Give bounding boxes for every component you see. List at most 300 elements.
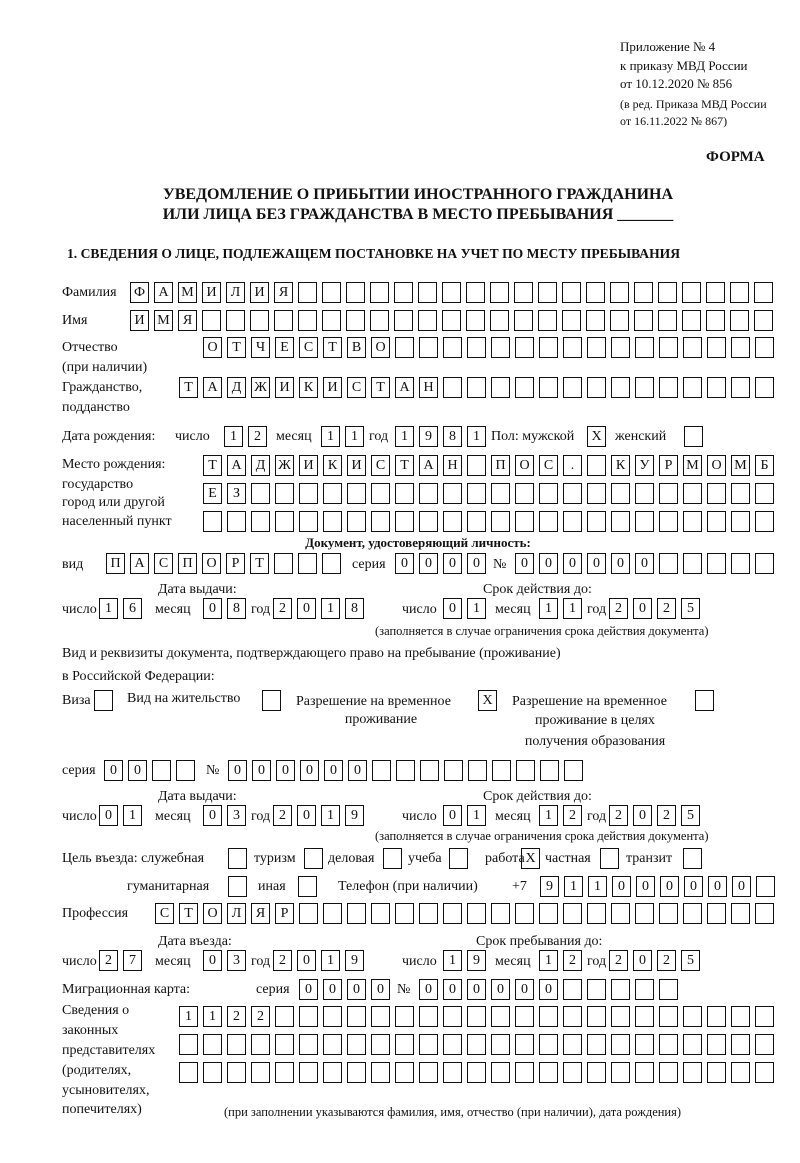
char-cell[interactable]	[372, 760, 391, 781]
char-cell[interactable]	[251, 1062, 270, 1083]
checkbox-cell[interactable]	[228, 848, 247, 869]
purpose-study-checkbox[interactable]	[449, 848, 473, 870]
char-cell[interactable]	[395, 1034, 414, 1055]
char-cell[interactable]: 1	[467, 598, 486, 619]
char-cell[interactable]: 0	[323, 979, 342, 1000]
char-cell[interactable]	[755, 903, 774, 924]
char-cell[interactable]: 0	[633, 598, 652, 619]
birth-month-field[interactable]	[321, 426, 369, 448]
char-cell[interactable]	[731, 483, 750, 504]
surname-field[interactable]	[130, 282, 778, 304]
checkbox-cell[interactable]	[94, 690, 113, 711]
char-cell[interactable]: 2	[563, 805, 582, 826]
char-cell[interactable]	[730, 282, 749, 303]
char-cell[interactable]	[419, 337, 438, 358]
char-cell[interactable]: Т	[227, 337, 246, 358]
char-cell[interactable]	[515, 1034, 534, 1055]
char-cell[interactable]: 0	[276, 760, 295, 781]
char-cell[interactable]: 2	[609, 950, 628, 971]
char-cell[interactable]: 0	[300, 760, 319, 781]
char-cell[interactable]	[659, 979, 678, 1000]
char-cell[interactable]: 0	[203, 805, 222, 826]
char-cell[interactable]: 0	[636, 876, 655, 897]
char-cell[interactable]: 0	[252, 760, 271, 781]
phone-field[interactable]	[540, 876, 780, 898]
char-cell[interactable]	[635, 1034, 654, 1055]
permit-issue-month[interactable]	[203, 805, 251, 827]
char-cell[interactable]: С	[347, 377, 366, 398]
char-cell[interactable]	[299, 511, 318, 532]
char-cell[interactable]	[250, 310, 269, 331]
char-cell[interactable]	[611, 903, 630, 924]
char-cell[interactable]	[443, 1006, 462, 1027]
char-cell[interactable]: 2	[273, 805, 292, 826]
char-cell[interactable]	[298, 310, 317, 331]
stay-until-year[interactable]	[609, 950, 705, 972]
char-cell[interactable]	[467, 1062, 486, 1083]
char-cell[interactable]: 1	[179, 1006, 198, 1027]
char-cell[interactable]: 0	[467, 553, 486, 574]
char-cell[interactable]: 0	[348, 760, 367, 781]
char-cell[interactable]	[707, 377, 726, 398]
char-cell[interactable]: 0	[203, 598, 222, 619]
char-cell[interactable]: 1	[321, 598, 340, 619]
char-cell[interactable]: Т	[250, 553, 269, 574]
char-cell[interactable]	[467, 1034, 486, 1055]
char-cell[interactable]	[683, 1006, 702, 1027]
char-cell[interactable]	[227, 1034, 246, 1055]
checkbox-cell[interactable]	[683, 848, 702, 869]
permit-valid-month[interactable]	[539, 805, 587, 827]
sex-male-checkbox[interactable]	[587, 426, 611, 448]
char-cell[interactable]	[490, 310, 509, 331]
char-cell[interactable]: У	[635, 455, 654, 476]
name-field[interactable]	[130, 310, 778, 332]
char-cell[interactable]	[611, 1034, 630, 1055]
char-cell[interactable]	[587, 1062, 606, 1083]
char-cell[interactable]	[467, 377, 486, 398]
char-cell[interactable]: И	[202, 282, 221, 303]
char-cell[interactable]: 0	[99, 805, 118, 826]
char-cell[interactable]	[707, 483, 726, 504]
char-cell[interactable]	[275, 1062, 294, 1083]
char-cell[interactable]: 1	[99, 598, 118, 619]
char-cell[interactable]: Б	[755, 455, 774, 476]
char-cell[interactable]	[444, 760, 463, 781]
char-cell[interactable]	[683, 553, 702, 574]
doc-valid-month[interactable]	[539, 598, 587, 620]
char-cell[interactable]	[635, 483, 654, 504]
char-cell[interactable]	[635, 1062, 654, 1083]
char-cell[interactable]	[611, 979, 630, 1000]
char-cell[interactable]	[371, 1006, 390, 1027]
char-cell[interactable]: М	[178, 282, 197, 303]
char-cell[interactable]: Н	[443, 455, 462, 476]
char-cell[interactable]: 0	[732, 876, 751, 897]
char-cell[interactable]	[682, 282, 701, 303]
char-cell[interactable]	[539, 377, 558, 398]
char-cell[interactable]: 2	[609, 598, 628, 619]
char-cell[interactable]: 5	[681, 598, 700, 619]
char-cell[interactable]	[562, 282, 581, 303]
char-cell[interactable]	[707, 1034, 726, 1055]
char-cell[interactable]: Т	[203, 455, 222, 476]
char-cell[interactable]: Ф	[130, 282, 149, 303]
char-cell[interactable]	[707, 511, 726, 532]
char-cell[interactable]	[635, 377, 654, 398]
char-cell[interactable]	[659, 511, 678, 532]
char-cell[interactable]: П	[178, 553, 197, 574]
char-cell[interactable]: Р	[226, 553, 245, 574]
char-cell[interactable]: О	[515, 455, 534, 476]
purpose-work-checkbox[interactable]	[521, 848, 545, 870]
char-cell[interactable]: 0	[419, 553, 438, 574]
char-cell[interactable]: 2	[273, 598, 292, 619]
char-cell[interactable]	[419, 1034, 438, 1055]
char-cell[interactable]	[731, 1062, 750, 1083]
char-cell[interactable]: 0	[297, 805, 316, 826]
char-cell[interactable]: И	[275, 377, 294, 398]
char-cell[interactable]	[659, 1006, 678, 1027]
char-cell[interactable]: 1	[539, 598, 558, 619]
char-cell[interactable]	[443, 337, 462, 358]
char-cell[interactable]	[275, 1006, 294, 1027]
stay-until-month[interactable]	[539, 950, 587, 972]
char-cell[interactable]	[179, 1062, 198, 1083]
char-cell[interactable]: О	[202, 553, 221, 574]
checkbox-cell[interactable]: X	[521, 848, 540, 869]
checkbox-cell[interactable]	[695, 690, 714, 711]
doc-type-field[interactable]	[106, 553, 346, 575]
citizenship-field[interactable]	[179, 377, 779, 399]
char-cell[interactable]	[587, 903, 606, 924]
char-cell[interactable]: Ж	[275, 455, 294, 476]
char-cell[interactable]	[515, 377, 534, 398]
char-cell[interactable]	[755, 511, 774, 532]
char-cell[interactable]: 6	[123, 598, 142, 619]
doc-valid-day[interactable]	[443, 598, 491, 620]
char-cell[interactable]	[275, 511, 294, 532]
char-cell[interactable]	[539, 1006, 558, 1027]
purpose-business-checkbox[interactable]	[383, 848, 407, 870]
char-cell[interactable]: 0	[443, 805, 462, 826]
char-cell[interactable]	[539, 1062, 558, 1083]
char-cell[interactable]: 2	[248, 426, 267, 447]
birth-place-row1[interactable]	[203, 455, 779, 477]
checkbox-cell[interactable]	[449, 848, 468, 869]
char-cell[interactable]: О	[707, 455, 726, 476]
char-cell[interactable]: 1	[123, 805, 142, 826]
char-cell[interactable]	[539, 337, 558, 358]
char-cell[interactable]	[443, 903, 462, 924]
char-cell[interactable]: 0	[660, 876, 679, 897]
char-cell[interactable]: 2	[563, 950, 582, 971]
char-cell[interactable]	[754, 310, 773, 331]
permit-issue-day[interactable]	[99, 805, 147, 827]
profession-field[interactable]	[155, 903, 779, 925]
char-cell[interactable]	[467, 337, 486, 358]
representatives-row1[interactable]	[179, 1006, 779, 1028]
visa-checkbox[interactable]	[94, 690, 118, 712]
char-cell[interactable]	[707, 337, 726, 358]
char-cell[interactable]: И	[130, 310, 149, 331]
char-cell[interactable]: 1	[467, 805, 486, 826]
char-cell[interactable]	[419, 1062, 438, 1083]
purpose-transit-checkbox[interactable]	[683, 848, 707, 870]
representatives-row2[interactable]	[179, 1034, 779, 1056]
checkbox-cell[interactable]	[298, 876, 317, 897]
char-cell[interactable]	[394, 310, 413, 331]
char-cell[interactable]	[540, 760, 559, 781]
char-cell[interactable]: Н	[419, 377, 438, 398]
char-cell[interactable]	[227, 1062, 246, 1083]
char-cell[interactable]	[683, 483, 702, 504]
char-cell[interactable]	[610, 282, 629, 303]
char-cell[interactable]	[755, 337, 774, 358]
char-cell[interactable]	[658, 282, 677, 303]
char-cell[interactable]: 9	[419, 426, 438, 447]
char-cell[interactable]: Т	[395, 455, 414, 476]
char-cell[interactable]	[731, 377, 750, 398]
char-cell[interactable]: 8	[227, 598, 246, 619]
char-cell[interactable]	[251, 483, 270, 504]
purpose-official-checkbox[interactable]	[228, 848, 252, 870]
char-cell[interactable]: Р	[275, 903, 294, 924]
char-cell[interactable]: 1	[588, 876, 607, 897]
char-cell[interactable]	[466, 310, 485, 331]
char-cell[interactable]: О	[203, 337, 222, 358]
purpose-other-checkbox[interactable]	[298, 876, 322, 898]
char-cell[interactable]: 0	[297, 950, 316, 971]
char-cell[interactable]: 0	[371, 979, 390, 1000]
char-cell[interactable]	[443, 377, 462, 398]
char-cell[interactable]	[683, 1062, 702, 1083]
char-cell[interactable]	[443, 483, 462, 504]
char-cell[interactable]	[611, 1062, 630, 1083]
char-cell[interactable]: Я	[178, 310, 197, 331]
char-cell[interactable]: 0	[297, 598, 316, 619]
checkbox-cell[interactable]	[228, 876, 247, 897]
char-cell[interactable]: 5	[681, 805, 700, 826]
char-cell[interactable]: 0	[228, 760, 247, 781]
char-cell[interactable]	[706, 310, 725, 331]
char-cell[interactable]	[610, 310, 629, 331]
char-cell[interactable]	[635, 1006, 654, 1027]
sex-female-checkbox[interactable]	[684, 426, 708, 448]
char-cell[interactable]	[419, 511, 438, 532]
checkbox-cell[interactable]	[262, 690, 281, 711]
char-cell[interactable]	[371, 1062, 390, 1083]
char-cell[interactable]: 2	[657, 950, 676, 971]
char-cell[interactable]	[227, 511, 246, 532]
char-cell[interactable]	[707, 553, 726, 574]
char-cell[interactable]: 0	[633, 805, 652, 826]
char-cell[interactable]	[299, 1062, 318, 1083]
char-cell[interactable]	[323, 483, 342, 504]
char-cell[interactable]: Т	[179, 903, 198, 924]
doc-valid-year[interactable]	[609, 598, 705, 620]
char-cell[interactable]: 0	[684, 876, 703, 897]
char-cell[interactable]	[347, 1034, 366, 1055]
stay-until-day[interactable]	[443, 950, 491, 972]
char-cell[interactable]: Е	[203, 483, 222, 504]
char-cell[interactable]	[586, 310, 605, 331]
char-cell[interactable]	[587, 337, 606, 358]
char-cell[interactable]	[491, 903, 510, 924]
char-cell[interactable]: И	[250, 282, 269, 303]
char-cell[interactable]: 9	[540, 876, 559, 897]
char-cell[interactable]: Т	[371, 377, 390, 398]
char-cell[interactable]	[202, 310, 221, 331]
char-cell[interactable]	[659, 553, 678, 574]
doc-series-field[interactable]	[395, 553, 491, 575]
char-cell[interactable]	[396, 760, 415, 781]
char-cell[interactable]	[755, 483, 774, 504]
char-cell[interactable]: 0	[587, 553, 606, 574]
char-cell[interactable]	[563, 1034, 582, 1055]
char-cell[interactable]	[298, 282, 317, 303]
char-cell[interactable]: З	[227, 483, 246, 504]
char-cell[interactable]: 1	[395, 426, 414, 447]
char-cell[interactable]	[563, 1062, 582, 1083]
char-cell[interactable]	[370, 282, 389, 303]
char-cell[interactable]	[731, 337, 750, 358]
char-cell[interactable]	[322, 310, 341, 331]
char-cell[interactable]: 0	[203, 950, 222, 971]
checkbox-cell[interactable]	[600, 848, 619, 869]
char-cell[interactable]: А	[227, 455, 246, 476]
char-cell[interactable]	[563, 1006, 582, 1027]
char-cell[interactable]	[634, 310, 653, 331]
char-cell[interactable]: 0	[104, 760, 123, 781]
char-cell[interactable]	[371, 1034, 390, 1055]
char-cell[interactable]: 2	[609, 805, 628, 826]
char-cell[interactable]	[563, 511, 582, 532]
char-cell[interactable]	[515, 903, 534, 924]
char-cell[interactable]: 0	[515, 553, 534, 574]
entry-day[interactable]	[99, 950, 147, 972]
char-cell[interactable]: М	[154, 310, 173, 331]
char-cell[interactable]: 0	[324, 760, 343, 781]
char-cell[interactable]	[587, 483, 606, 504]
char-cell[interactable]	[491, 1034, 510, 1055]
representatives-row3[interactable]	[179, 1062, 779, 1084]
char-cell[interactable]	[731, 511, 750, 532]
checkbox-cell[interactable]: X	[587, 426, 606, 447]
doc-issue-day[interactable]	[99, 598, 147, 620]
purpose-private-checkbox[interactable]	[600, 848, 624, 870]
char-cell[interactable]	[347, 1006, 366, 1027]
doc-issue-year[interactable]	[273, 598, 369, 620]
char-cell[interactable]	[467, 1006, 486, 1027]
permit-number-field[interactable]	[228, 760, 588, 782]
char-cell[interactable]: А	[130, 553, 149, 574]
char-cell[interactable]: Р	[659, 455, 678, 476]
char-cell[interactable]: 2	[99, 950, 118, 971]
char-cell[interactable]	[371, 511, 390, 532]
char-cell[interactable]: А	[395, 377, 414, 398]
char-cell[interactable]: 1	[467, 426, 486, 447]
char-cell[interactable]: 1	[203, 1006, 222, 1027]
checkbox-cell[interactable]: X	[478, 690, 497, 711]
patronymic-field[interactable]	[203, 337, 779, 359]
birth-day-field[interactable]	[224, 426, 272, 448]
char-cell[interactable]	[346, 282, 365, 303]
char-cell[interactable]: 2	[227, 1006, 246, 1027]
char-cell[interactable]	[587, 511, 606, 532]
char-cell[interactable]	[755, 1034, 774, 1055]
char-cell[interactable]	[299, 1006, 318, 1027]
char-cell[interactable]: 2	[657, 805, 676, 826]
char-cell[interactable]	[586, 282, 605, 303]
char-cell[interactable]	[491, 1062, 510, 1083]
char-cell[interactable]: Д	[251, 455, 270, 476]
char-cell[interactable]	[443, 511, 462, 532]
birth-place-row3[interactable]	[203, 511, 779, 533]
checkbox-cell[interactable]	[684, 426, 703, 447]
char-cell[interactable]	[179, 1034, 198, 1055]
char-cell[interactable]: 9	[345, 950, 364, 971]
char-cell[interactable]	[635, 337, 654, 358]
char-cell[interactable]	[539, 903, 558, 924]
char-cell[interactable]: И	[323, 377, 342, 398]
char-cell[interactable]: 9	[467, 950, 486, 971]
char-cell[interactable]: С	[155, 903, 174, 924]
char-cell[interactable]: 1	[321, 950, 340, 971]
char-cell[interactable]: 0	[395, 553, 414, 574]
char-cell[interactable]	[515, 337, 534, 358]
char-cell[interactable]	[347, 511, 366, 532]
char-cell[interactable]: 2	[657, 598, 676, 619]
char-cell[interactable]	[323, 1062, 342, 1083]
char-cell[interactable]	[275, 1034, 294, 1055]
permit-valid-day[interactable]	[443, 805, 491, 827]
char-cell[interactable]	[323, 511, 342, 532]
char-cell[interactable]: О	[371, 337, 390, 358]
char-cell[interactable]	[251, 511, 270, 532]
char-cell[interactable]	[442, 310, 461, 331]
char-cell[interactable]: 0	[299, 979, 318, 1000]
char-cell[interactable]	[731, 553, 750, 574]
char-cell[interactable]	[611, 511, 630, 532]
char-cell[interactable]	[418, 282, 437, 303]
char-cell[interactable]	[683, 1034, 702, 1055]
char-cell[interactable]	[226, 310, 245, 331]
char-cell[interactable]	[203, 1034, 222, 1055]
char-cell[interactable]	[394, 282, 413, 303]
char-cell[interactable]: 1	[564, 876, 583, 897]
char-cell[interactable]	[395, 511, 414, 532]
char-cell[interactable]: А	[419, 455, 438, 476]
char-cell[interactable]: С	[299, 337, 318, 358]
char-cell[interactable]: 1	[443, 950, 462, 971]
char-cell[interactable]: 0	[563, 553, 582, 574]
char-cell[interactable]	[731, 903, 750, 924]
char-cell[interactable]	[274, 310, 293, 331]
char-cell[interactable]	[395, 337, 414, 358]
temp-residence-checkbox[interactable]	[478, 690, 502, 712]
char-cell[interactable]: 0	[515, 979, 534, 1000]
char-cell[interactable]	[706, 282, 725, 303]
char-cell[interactable]	[419, 903, 438, 924]
char-cell[interactable]	[730, 310, 749, 331]
char-cell[interactable]: 0	[539, 979, 558, 1000]
char-cell[interactable]	[659, 337, 678, 358]
char-cell[interactable]: С	[371, 455, 390, 476]
char-cell[interactable]	[755, 377, 774, 398]
char-cell[interactable]	[659, 903, 678, 924]
char-cell[interactable]	[492, 760, 511, 781]
